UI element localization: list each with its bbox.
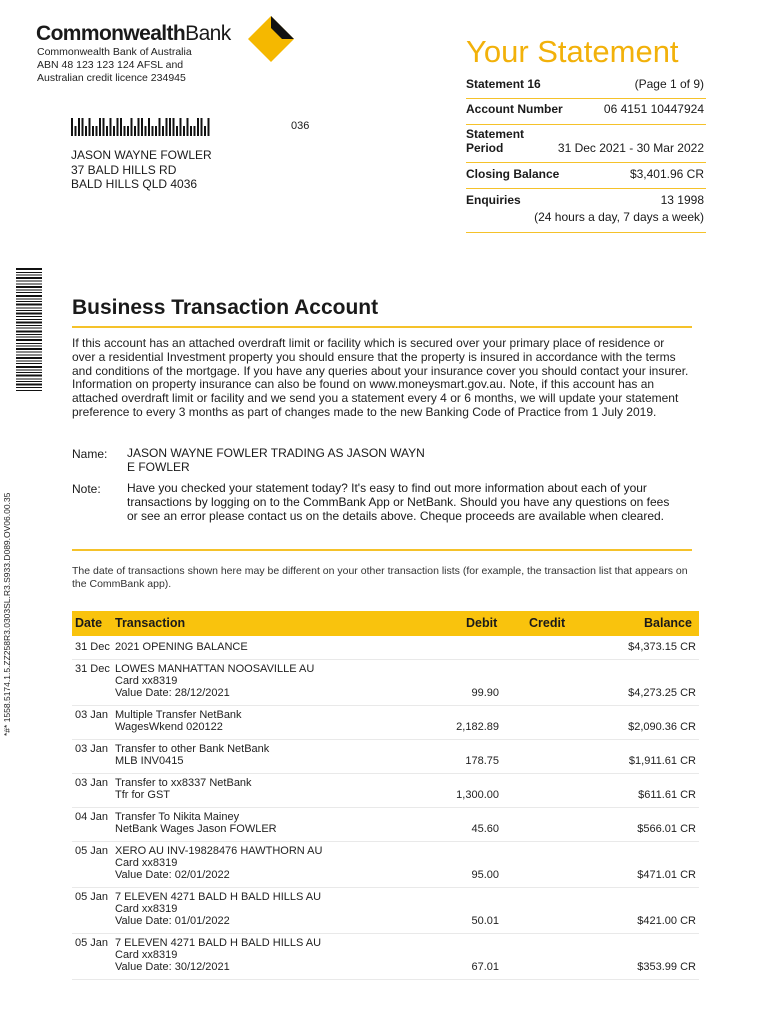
row-debit: 67.01 xyxy=(471,961,499,973)
row-debit: 2,182.89 xyxy=(456,721,499,733)
row-description: XERO AU INV-19828476 HAWTHORN AU Card xx8319 Value Date: 02/01/2022 xyxy=(115,845,323,881)
table-row xyxy=(72,663,699,703)
row-debit: 99.90 xyxy=(471,687,499,699)
row-divider xyxy=(72,705,699,706)
bank-logo-wordmark: CommonwealthBank xyxy=(36,22,231,45)
header-date: Date xyxy=(75,616,103,630)
overdraft-notice: If this account has an attached overdraft limit or facility which is secured over your primary place of residence or over a residential Investment property you should ensure that the property is insured in accordance with the terms and conditions of the mortgage. If you have any queries about your insurance cover you should contact your insurer. Information on property insurance can also be found on www.moneysmart.gov.au. Note, if this account has an attached overdraft limit or facility and we send you a statement every 4 or 6 months, we will update your statement preference to every 3 months as part of changes made to the new Banking Code of Practice from 1 July 2019. xyxy=(72,336,689,419)
name-label: Name: xyxy=(72,447,108,461)
statement-period-row: Statement Period 31 Dec 2021 - 30 Mar 2022 xyxy=(466,127,706,163)
note-divider xyxy=(72,549,692,551)
row-divider xyxy=(72,841,699,842)
row-debit: 1,300.00 xyxy=(456,789,499,801)
row-balance: $611.61 CR xyxy=(638,789,696,801)
closing-balance-row: Closing Balance $3,401.96 CR xyxy=(466,167,706,189)
mail-code: 036 xyxy=(291,120,310,132)
row-balance: $471.01 CR xyxy=(637,869,696,881)
table-row xyxy=(72,891,699,931)
account-note: Have you checked your statement today? It's easy to find out more information about each of your transactions by logging on to the CommBank App or NetBank. Should you have any questions on fees or see an error please contact us on the details above. Cheque proceeds are available when cleared. xyxy=(127,481,670,523)
row-divider xyxy=(72,773,699,774)
transaction-date-note: The date of transactions shown here may be different on your other transaction lists (for example, the transaction list that appears on the CommBank app). xyxy=(72,565,688,590)
bank-info: Commonwealth Bank of Australia ABN 48 123 123 124 AFSL and Australian credit licence 234945 xyxy=(37,46,192,84)
row-description: 7 ELEVEN 4271 BALD H BALD HILLS AU Card xx8319 Value Date: 01/01/2022 xyxy=(115,891,322,927)
table-row xyxy=(72,641,699,657)
row-date: 04 Jan xyxy=(75,811,109,823)
row-date: 03 Jan xyxy=(75,709,109,721)
row-date: 31 Dec xyxy=(75,663,110,675)
table-row xyxy=(72,845,699,885)
account-name: JASON WAYNE FOWLER TRADING AS JASON WAYN E FOWLER xyxy=(127,446,425,474)
row-balance: $4,273.25 CR xyxy=(628,687,696,699)
row-divider xyxy=(72,807,699,808)
row-divider xyxy=(72,739,699,740)
title-divider xyxy=(72,326,692,328)
side-reference-code: *#* 1558.5174.1.5.ZZ258R3.0303SL.R3.S933.D089.OV06.00.35 xyxy=(2,492,12,736)
row-description: Transfer to other Bank NetBank MLB INV0415 xyxy=(115,743,270,767)
table-row xyxy=(72,777,699,805)
header-balance: Balance xyxy=(644,616,692,630)
row-balance: $2,090.36 CR xyxy=(628,721,696,733)
account-title: Business Transaction Account xyxy=(72,296,379,319)
row-description: Multiple Transfer NetBank WagesWkend 020122 xyxy=(115,709,242,733)
row-divider xyxy=(72,659,699,660)
row-description: Transfer to xx8337 NetBank Tfr for GST xyxy=(115,777,252,801)
row-date: 05 Jan xyxy=(75,891,109,903)
account-number-row: Account Number 06 4151 10447924 xyxy=(466,102,706,125)
note-label: Note: xyxy=(72,482,101,496)
row-balance: $566.01 CR xyxy=(637,823,696,835)
row-balance: $1,911.61 CR xyxy=(628,755,696,767)
row-description: 2021 OPENING BALANCE xyxy=(115,641,248,653)
row-balance: $421.00 CR xyxy=(637,915,696,927)
table-row xyxy=(72,709,699,737)
row-description: LOWES MANHATTAN NOOSAVILLE AU Card xx8319 Value Date: 28/12/2021 xyxy=(115,663,315,699)
row-balance: $4,373.15 CR xyxy=(628,641,696,653)
row-debit: 50.01 xyxy=(471,915,499,927)
statement-title: Your Statement xyxy=(466,34,679,69)
row-divider xyxy=(72,933,699,934)
side-barcode-icon xyxy=(16,268,42,392)
row-description: 7 ELEVEN 4271 BALD H BALD HILLS AU Card xx8319 Value Date: 30/12/2021 xyxy=(115,937,322,973)
row-date: 03 Jan xyxy=(75,743,109,755)
row-balance: $353.99 CR xyxy=(637,961,696,973)
postal-barcode-icon xyxy=(71,118,213,136)
header-credit: Credit xyxy=(529,616,566,630)
table-row xyxy=(72,743,699,771)
table-row xyxy=(72,937,699,977)
header-transaction: Transaction xyxy=(115,616,186,630)
row-date: 31 Dec xyxy=(75,641,110,653)
statement-number-row: Statement 16 (Page 1 of 9) xyxy=(466,76,706,99)
row-debit: 178.75 xyxy=(465,755,499,767)
header-debit: Debit xyxy=(466,616,498,630)
row-divider xyxy=(72,979,699,980)
row-divider xyxy=(72,887,699,888)
enquiries-row: Enquiries 13 1998 (24 hours a day, 7 days a week) xyxy=(466,193,706,233)
row-debit: 45.60 xyxy=(471,823,499,835)
row-date: 03 Jan xyxy=(75,777,109,789)
row-date: 05 Jan xyxy=(75,937,109,949)
row-description: Transfer To Nikita Mainey NetBank Wages Jason FOWLER xyxy=(115,811,277,835)
row-debit: 95.00 xyxy=(471,869,499,881)
row-date: 05 Jan xyxy=(75,845,109,857)
table-row xyxy=(72,811,699,839)
mailing-address: JASON WAYNE FOWLER 37 BALD HILLS RD BALD HILLS QLD 4036 xyxy=(71,148,212,191)
